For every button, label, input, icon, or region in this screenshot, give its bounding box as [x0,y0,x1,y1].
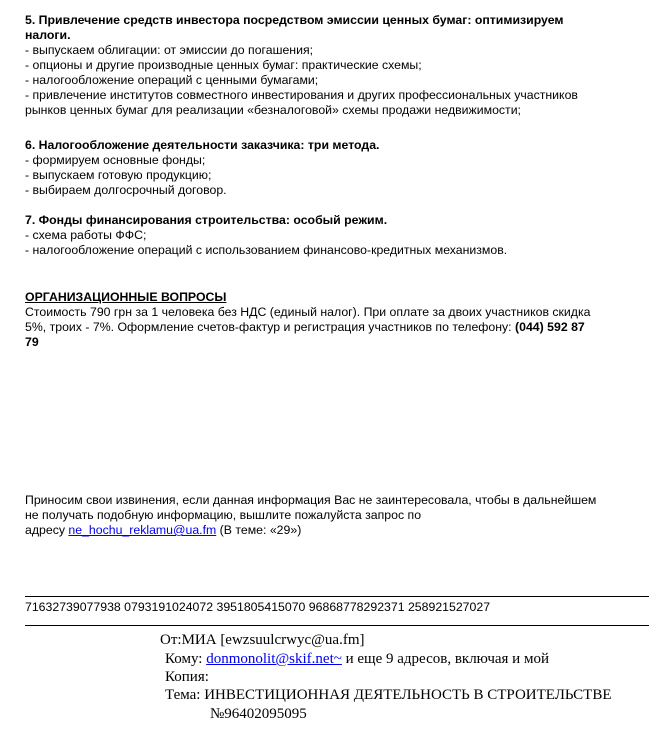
email-from-row [160,631,365,649]
section-6-heading: 6. Налогообложение деятельности заказчика: три метода. [25,138,380,152]
list-item: - опционы и другие производные ценных бумаг: практические схемы; [25,58,422,72]
email-to-link[interactable]: donmonolit@skif.net~ [206,651,342,667]
apology-address-suffix: (В теме: «29») [216,523,302,537]
apology-address-prefix: адресу [25,523,69,537]
list-item: рынков ценных бумаг для реализации «безналоговой» схемы продажи недвижимости; [25,103,521,117]
list-item: - выпускаем облигации: от эмиссии до погашения; [25,43,314,57]
list-item: - налогообложение операций с использованием финансово-кредитных механизмов. [25,243,508,257]
codes-line [25,600,645,615]
apology-line-2: не получать подобную информацию, вышлите пожалуйста запрос по [25,508,422,522]
org-phone-part-2: 79 [25,335,39,349]
email-to-row [165,650,549,668]
section-6 [25,138,645,198]
section-7 [25,213,645,258]
section-5 [25,13,645,118]
apology-section [25,493,645,538]
email-subject-row [165,686,611,704]
email-subject-number: №96402095095 [210,706,307,722]
divider-bottom [25,625,649,626]
org-discount-text: 5%, троих - 7%. Оформление счетов-фактур и регистрация участников по телефону: [25,320,516,334]
section-7-heading: 7. Фонды финансирования строительства: особый режим. [25,213,388,227]
email-to-rest: и еще 9 адресов, включая и мой [341,651,549,667]
org-price-line: Стоимость 790 грн за 1 человека без НДС (единый налог). При оплате за двоих участников скидка [25,305,591,319]
divider-top [25,596,649,597]
section-5-heading-line-1: 5. Привлечение средств инвестора посредством эмиссии ценных бумаг: оптимизируем [25,13,564,27]
apology-line-3 [25,523,645,538]
codes-text: 71632739077938 0793191024072 3951805415070 96868778292371 258921527027 [25,600,491,614]
list-item: - выпускаем готовую продукцию; [25,168,212,182]
org-title: ОРГАНИЗАЦИОННЫЕ ВОПРОСЫ [25,290,227,304]
email-from-value: МИА [ewzsuulcrwyc@ua.fm] [181,632,365,648]
apology-line-1: Приносим свои извинения, если данная информация Вас не заинтересовала, чтобы в дальнейшем [25,493,597,507]
org-discount-line [25,320,645,335]
email-subject-label: Тема: [165,687,205,703]
org-section [25,290,645,350]
email-cc-row [165,668,209,686]
email-from-label: От: [160,632,182,648]
list-item: - привлечение институтов совместного инвестирования и других профессиональных участников [25,88,578,102]
email-to-label: Кому: [165,651,207,667]
email-subject-value: ИНВЕСТИЦИОННАЯ ДЕЯТЕЛЬНОСТЬ В СТРОИТЕЛЬСТВЕ [204,687,612,703]
email-cc-label: Копия: [165,669,209,685]
unsubscribe-email-link[interactable]: ne_hochu_reklamu@ua.fm [68,523,217,537]
list-item: - выбираем долгосрочный договор. [25,183,227,197]
list-item: - схема работы ФФС; [25,228,147,242]
section-5-heading-line-2: налоги. [25,28,71,42]
list-item: - формируем основные фонды; [25,153,206,167]
list-item: - налогообложение операций с ценными бумагами; [25,73,319,87]
org-phone-part-1: (044) 592 87 [515,320,585,334]
